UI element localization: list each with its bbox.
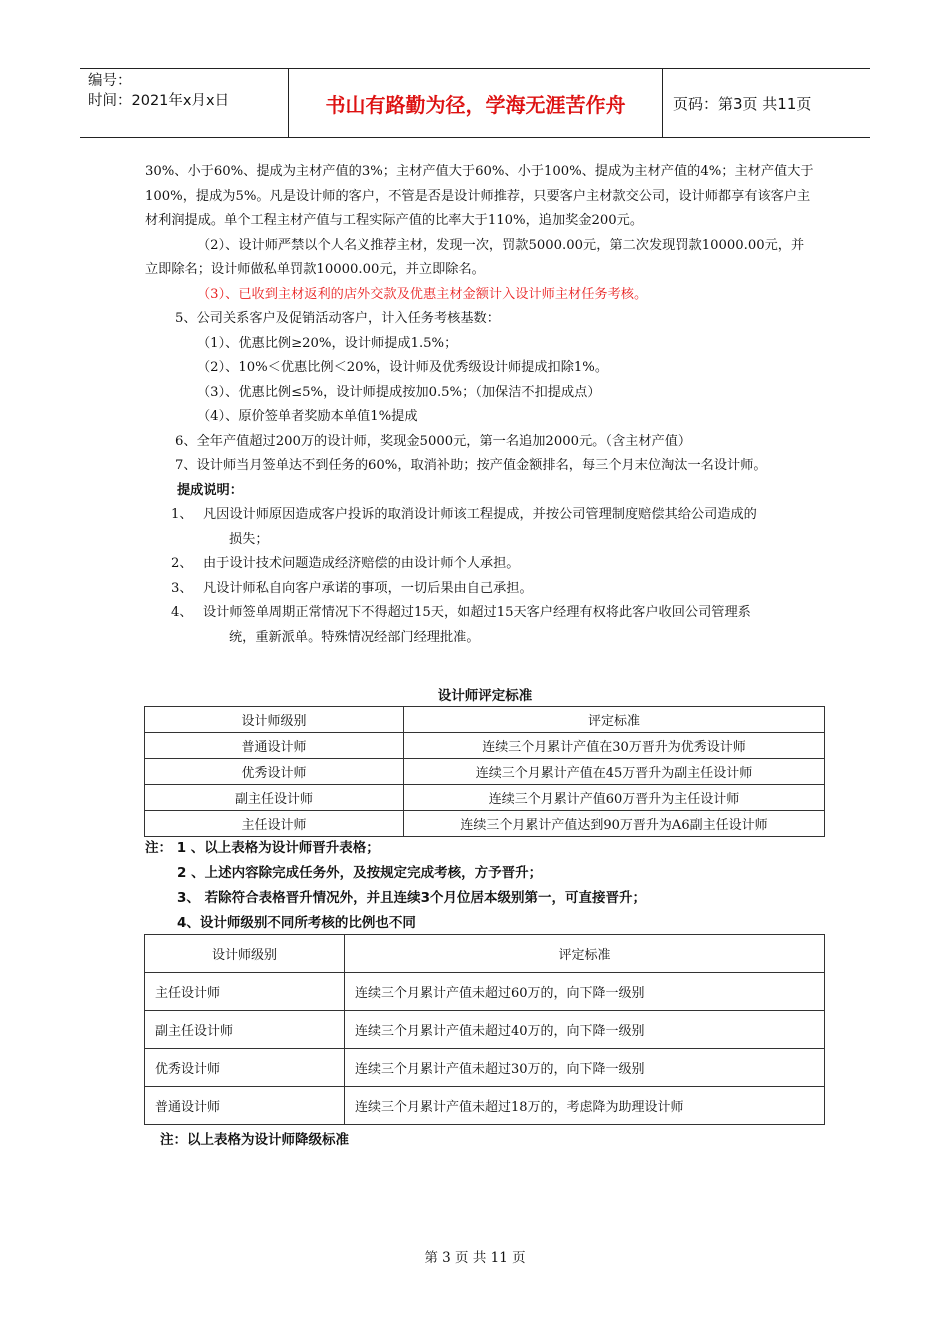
table-header-row <box>145 707 825 733</box>
note-line: 4、设计师级别不同所考核的比例也不同 <box>177 915 416 931</box>
note-text: 设计师签单周期正常情况下不得超过15天，如超过15天客户经理有权将此客户收回公司管理系 <box>203 605 751 620</box>
note-continuation: 损失； <box>229 531 269 547</box>
commission-notes-title: 提成说明： <box>177 482 243 498</box>
promotion-notes <box>145 836 646 936</box>
paragraph-item-5: 5、公司关系客户及促销活动客户，计入任务考核基数： <box>175 311 500 326</box>
criteria-cell: 连续三个月累计产值未超过60万的，向下降一级别 <box>345 973 825 1011</box>
table-header-row <box>145 935 825 973</box>
note-text: 凡因设计师原因造成客户投诉的取消设计师该工程提成，并按公司管理制度赔偿其给公司造成的 <box>203 507 757 522</box>
level-cell: 主任设计师 <box>145 811 404 837</box>
demotion-note: 注：以上表格为设计师降级标准 <box>160 1132 349 1148</box>
page-number-label: 页码：第3页 共11页 <box>673 94 812 113</box>
paragraph-item-5-2: （2）、10%＜优惠比例＜20%，设计师及优秀级设计师提成扣除1%。 <box>197 360 609 375</box>
criteria-cell: 连续三个月累计产值未超过18万的，考虑降为助理设计师 <box>345 1087 825 1125</box>
commission-note-item <box>145 577 815 602</box>
level-cell: 副主任设计师 <box>145 785 404 811</box>
commission-note-item <box>145 601 815 626</box>
level-cell: 普通设计师 <box>145 1087 345 1125</box>
demotion-standards-table <box>144 934 825 1125</box>
commission-note-item <box>145 552 815 577</box>
table-row <box>145 785 825 811</box>
header-cell: 设计师级别 <box>145 935 345 973</box>
page-footer: 第 3 页 共 11 页 <box>424 1250 526 1266</box>
paragraph-rule-2: （2）、设计师严禁以个人名义推荐主材，发现一次，罚款5000.00元，第二次发现罚款10000.00元，并立即除名；设计师做私单罚款10000.00元，并立即除名。 <box>145 237 805 277</box>
paragraph-rule-3-highlight: （3）、已收到主材返利的店外交款及优惠主材金额计入设计师主材任务考核。 <box>197 286 648 302</box>
paragraph-item-5-4: （4）、原价签单者奖励本单值1%提成 <box>197 409 418 424</box>
table-row <box>145 811 825 837</box>
header-cell: 设计师级别 <box>145 707 404 733</box>
note-number: 2、 <box>171 556 193 571</box>
commission-note-item <box>145 503 815 528</box>
paragraph-item-5-1: （1）、优惠比例≥20%，设计师提成1.5%； <box>197 335 458 351</box>
paragraph-item-7: 7、设计师当月签单达不到任务的60%，取消补助；按产值金额排名，每三个月末位淘汰一名设计师。 <box>175 458 767 473</box>
criteria-cell: 连续三个月累计产值在30万晋升为优秀设计师 <box>404 733 825 759</box>
paragraph-item-5-3: （3）、优惠比例≤5%，设计师提成按加0.5%；（加保洁不扣提成点） <box>197 384 601 400</box>
note-text: 由于设计技术问题造成经济赔偿的由设计师个人承担。 <box>203 556 520 571</box>
note-line: 3、 若除符合表格晋升情况外，并且连续3个月位居本级别第一，可直接晋升； <box>177 890 646 906</box>
criteria-cell: 连续三个月累计产值在45万晋升为副主任设计师 <box>404 759 825 785</box>
paragraph-commission-rates: 30%、小于60%、提成为主材产值的3%；主材产值大于60%、小于100%、提成为主材产值的4%；主材产值大于100%，提成为5%。凡是设计师的客户，不管是否是设计师推荐，只要客户主材款交公司，设计师都享有该客户主材利润提成。单个工程主材产值与工程实际产值的比率大于110%，追加奖金200元。 <box>145 164 814 228</box>
promotion-standards-table <box>144 706 825 837</box>
level-cell: 优秀设计师 <box>145 1049 345 1087</box>
criteria-cell: 连续三个月累计产值未超过30万的，向下降一级别 <box>345 1049 825 1087</box>
table-row <box>145 733 825 759</box>
level-cell: 普通设计师 <box>145 733 404 759</box>
level-cell: 主任设计师 <box>145 973 345 1011</box>
note-continuation: 统，重新派单。特殊情况经部门经理批准。 <box>229 629 480 645</box>
page-header <box>80 68 870 138</box>
header-motto: 书山有路勤为径，学海无涯苦作舟 <box>288 69 663 137</box>
header-cell: 评定标准 <box>404 707 825 733</box>
level-cell: 副主任设计师 <box>145 1011 345 1049</box>
table-row <box>145 973 825 1011</box>
header-meta <box>80 69 288 137</box>
note-number: 3、 <box>171 580 193 596</box>
document-body <box>145 160 815 650</box>
note-number: 4、 <box>171 605 193 620</box>
criteria-cell: 连续三个月累计产值60万晋升为主任设计师 <box>404 785 825 811</box>
table-row <box>145 759 825 785</box>
table-row <box>145 1087 825 1125</box>
table-row <box>145 1049 825 1087</box>
note-line: 2 、上述内容除完成任务外，及按规定完成考核，方予晋升； <box>177 865 543 881</box>
table-caption: 设计师评定标准 <box>437 688 533 704</box>
time-label: 时间：2021年x月x日 <box>88 93 230 109</box>
note-number: 1、 <box>171 507 193 522</box>
note-text: 凡设计师私自向客户承诺的事项，一切后果由自己承担。 <box>203 580 533 596</box>
criteria-cell: 连续三个月累计产值达到90万晋升为A6副主任设计师 <box>404 811 825 837</box>
header-cell: 评定标准 <box>345 935 825 973</box>
paragraph-item-6: 6、全年产值超过200万的设计师，奖现金5000元，第一名追加2000元。（含主材产值） <box>175 433 692 449</box>
number-label: 编号： <box>88 73 132 89</box>
level-cell: 优秀设计师 <box>145 759 404 785</box>
criteria-cell: 连续三个月累计产值未超过40万的，向下降一级别 <box>345 1011 825 1049</box>
table-row <box>145 1011 825 1049</box>
note-line: 注： 1 、以上表格为设计师晋升表格； <box>145 840 380 856</box>
